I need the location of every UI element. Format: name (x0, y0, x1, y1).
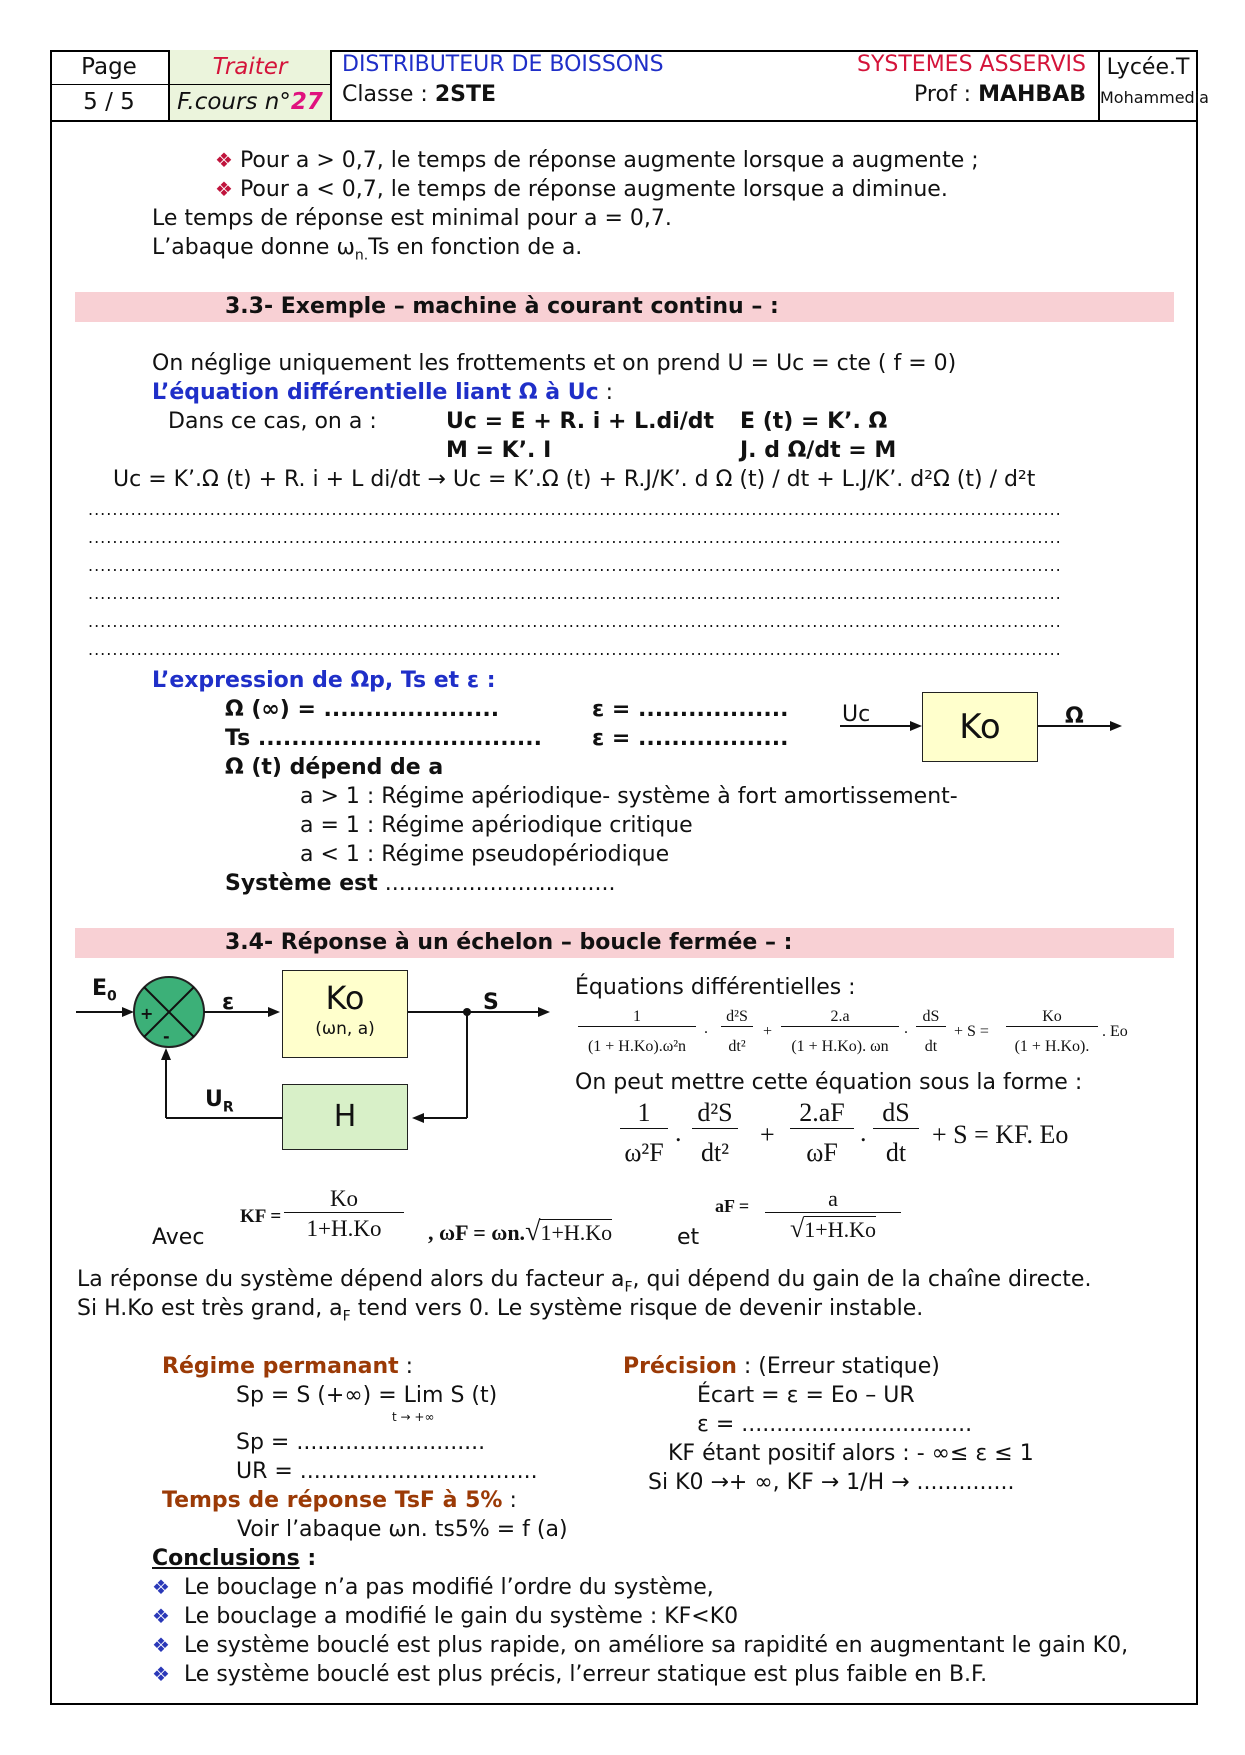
s33-eq-4: J. d Ω/dt = M (740, 438, 897, 463)
eps-1: ε = .................. (592, 697, 789, 722)
classe: Classe : 2STE (342, 82, 496, 107)
avec: Avec (152, 1225, 205, 1250)
concl-title: Conclusions : (152, 1546, 317, 1571)
plus-sign: + (140, 1004, 154, 1023)
answer-line: ................................................................................................................................................................ (88, 556, 1062, 575)
arrow-head (122, 1007, 134, 1017)
conclusion-2: ❖ Le bouclage a modifié le gain du système : KF<K0 (152, 1604, 739, 1629)
eps-2: ε = .................. (592, 726, 789, 751)
epsilon-label: ε (222, 990, 235, 1015)
page-number: 5 / 5 (83, 89, 135, 115)
prec-title: Précision : (Erreur statique) (623, 1354, 940, 1379)
omega-inf: Ω (∞) = ..................... (225, 697, 500, 722)
doc-title: DISTRIBUTEUR DE BOISSONS (342, 52, 664, 77)
kf-formula: KF = Ko 1+H.Ko (240, 1186, 410, 1252)
bullet-icon: ❖ (152, 1633, 170, 1657)
answer-line: ................................................................................................................................................................ (88, 500, 1062, 519)
ko-block-closed (282, 970, 408, 1058)
bullet-icon: ❖ (152, 1575, 170, 1599)
forme-line: On peut mettre cette équation sous la forme : (575, 1070, 1083, 1095)
ko-params: (ωn, a) (315, 1019, 375, 1039)
ko-block: Ko (922, 692, 1038, 762)
eps-answer: ε = ................................. (697, 1412, 973, 1437)
regime-3: a < 1 : Régime pseudopériodique (300, 842, 670, 867)
s33-eq-title: L’équation différentielle liant Ω à Uc : (152, 380, 614, 405)
h-block: H (282, 1084, 408, 1150)
uc-label: Uc (842, 702, 871, 727)
kf-positive: KF étant positif alors : - ∞≤ ε ≤ 1 (668, 1441, 1034, 1466)
city: Mohammedia (1100, 88, 1209, 107)
ecart-line: Écart = ε = Eo – UR (697, 1383, 915, 1408)
regime-2: a = 1 : Régime apériodique critique (300, 813, 693, 838)
abaque-line: Voir l’abaque ωn. ts5% = f (a) (237, 1517, 568, 1542)
s33-eq-3: M = K’. I (446, 438, 552, 463)
ur-line: UR = .................................. (236, 1459, 538, 1484)
ko-label: Ko (325, 979, 365, 1017)
answer-line: ................................................................................................................................................................ (88, 640, 1062, 659)
answer-line: ................................................................................................................................................................ (88, 528, 1062, 547)
bullet-icon: ❖ (152, 1662, 170, 1686)
bullet-icon: ❖ (215, 148, 233, 172)
response-line-2: Si H.Ko est très grand, $a_F$ tend vers 0. Le système risque de devenir instable. (77, 1296, 924, 1325)
answer-line: ................................................................................................................................................................ (88, 612, 1062, 631)
expr-title: L’expression de Ωp, Ts et ε : (152, 668, 496, 693)
perm-title: Régime permanant : (162, 1354, 414, 1379)
eqd-title: Équations différentielles : (575, 975, 856, 1000)
s-label: S (483, 990, 499, 1015)
sp-line-2: Sp = ........................... (236, 1430, 486, 1455)
intro-bullet-2: ❖ Pour a < 0,7, le temps de réponse augmente lorsque a diminue. (215, 177, 948, 202)
intro-line-1: Le temps de réponse est minimal pour a = 0,7. (152, 206, 672, 231)
header-title-cell (332, 50, 1100, 120)
s33-long-eq: Uc = K’.Ω (t) + R. i + L di/dt → Uc = K’.Ω (t) + R.J/K’. d Ω (t) / dt + L.J/K’. d²Ω (t) / d²t (113, 467, 1036, 492)
conclusion-1: ❖ Le bouclage n’a pas modifié l’ordre du système, (152, 1575, 714, 1600)
cours-number: F.cours n°27 (177, 89, 323, 115)
header-cours-cell (170, 50, 332, 120)
s33-premise: On néglige uniquement les frottements et on prend U = Uc = cte ( f = 0) (152, 351, 957, 376)
prof: Prof : MAHBAB (914, 82, 1086, 107)
ur-label: $U_R$ (205, 1087, 234, 1116)
system-est: Système est ................................. (225, 871, 616, 896)
minus-sign: - (163, 1027, 170, 1046)
equation-1: 1 (1 + H.Ko).ω²n . d²S dt² + 2.a (1 + H.Ko). ωn . dS dt + S = Ko (1 + H.Ko). . Eo (578, 1008, 1148, 1064)
section-title-3-3: 3.3- Exemple – machine à courant continu – : (225, 294, 779, 319)
bullet-icon: ❖ (215, 177, 233, 201)
s33-eq-2: E (t) = K’. Ω (740, 409, 888, 434)
omega-label: Ω (1065, 704, 1084, 729)
af-formula: aF = a √1+H.Ko (715, 1186, 905, 1256)
page-label: Page (50, 50, 168, 85)
s33-eq-1: Uc = E + R. i + L.di/dt (446, 409, 715, 434)
wf-formula: , ωF = ωn.√1+H.Ko (428, 1216, 613, 1247)
lim-sub: t → +∞ (392, 1410, 435, 1424)
intro-line-2: L’abaque donne $\omega_{n.}Ts$ en fonction de a. (152, 235, 583, 264)
treat-label: Traiter (170, 50, 330, 85)
arrow-head (412, 1113, 424, 1123)
si-k0: Si K0 →+ ∞, KF → 1/H → .............. (648, 1470, 1015, 1495)
sp-line-1: Sp = S (+∞) = Lim S (t) (236, 1383, 498, 1408)
et: et (677, 1225, 700, 1250)
section-title-3-4: 3.4- Réponse à un échelon – boucle fermée – : (225, 930, 793, 955)
arrow-head (1110, 721, 1122, 731)
arrow-head (268, 1007, 280, 1017)
ts-line: Ts .................................. (225, 726, 542, 751)
header-school-cell (1100, 50, 1209, 120)
header (50, 50, 1209, 122)
depend-a: Ω (t) dépend de a (225, 755, 444, 780)
conclusion-4: ❖ Le système bouclé est plus précis, l’erreur statique est plus faible en B.F. (152, 1662, 988, 1687)
s33-dans: Dans ce cas, on a : (168, 409, 377, 434)
school: Lycée.T (1106, 55, 1190, 80)
e0-label: $E_0$ (92, 976, 117, 1005)
header-page-cell (50, 50, 170, 120)
arrow-head (538, 1007, 550, 1017)
intro-bullet-1: ❖ Pour a > 0,7, le temps de réponse augmente lorsque a augmente ; (215, 148, 979, 173)
arrow-head (910, 721, 922, 731)
ts-title: Temps de réponse TsF à 5% : (162, 1488, 517, 1513)
bullet-icon: ❖ (152, 1604, 170, 1628)
subject: SYSTEMES ASSERVIS (856, 52, 1086, 77)
conclusion-3: ❖ Le système bouclé est plus rapide, on améliore sa rapidité en augmentant le gain K0, (152, 1633, 1129, 1658)
regime-1: a > 1 : Régime apériodique- système à fort amortissement- (300, 784, 958, 809)
response-line-1: La réponse du système dépend alors du facteur $a_F$, qui dépend du gain de la chaîne directe. (77, 1267, 1092, 1296)
equation-2: 1 ω²F . d²S dt² + 2.aF ωF . dS dt + S = KF. Eo (620, 1098, 1140, 1178)
answer-line: ................................................................................................................................................................ (88, 584, 1062, 603)
arrow-head (161, 1048, 171, 1060)
